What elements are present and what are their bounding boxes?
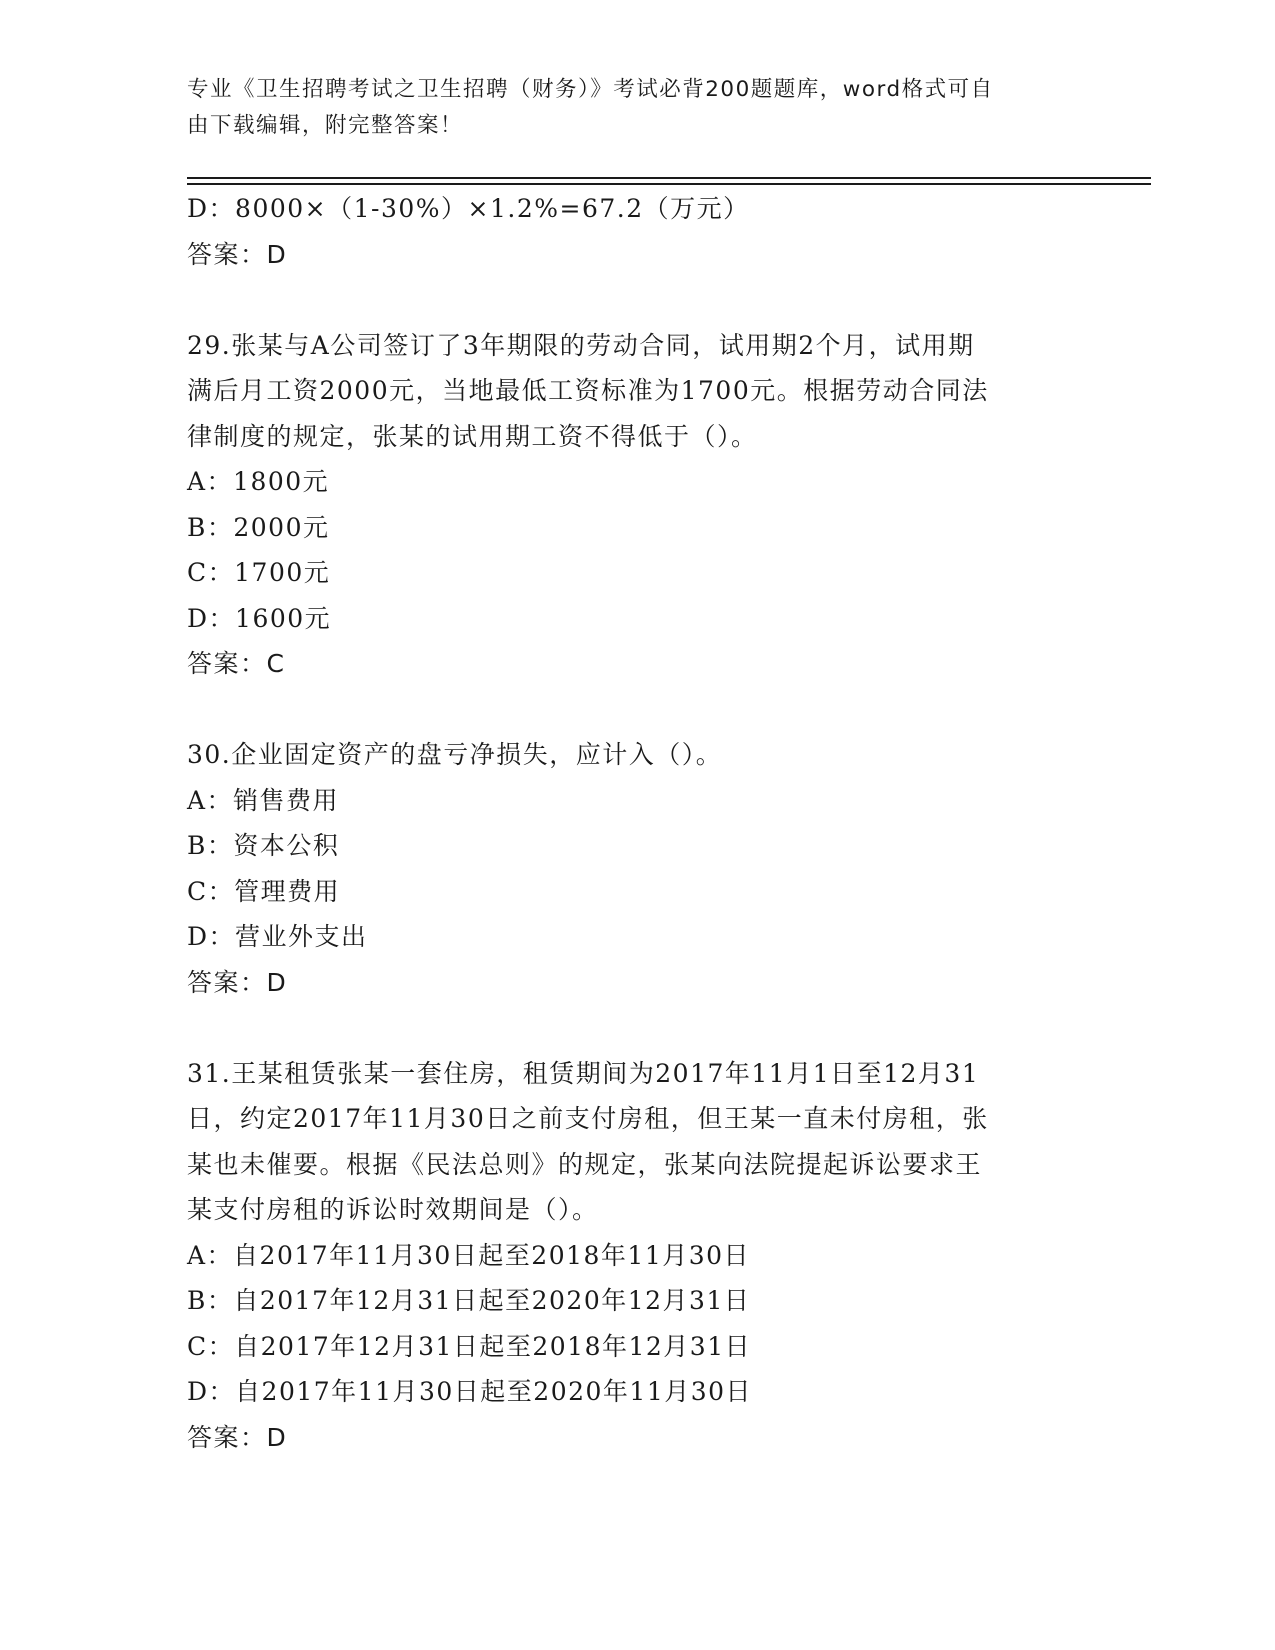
prev-question-tail [187, 186, 1087, 277]
option-a: A：销售费用 [187, 785, 340, 815]
option-a: A：1800元 [187, 467, 330, 496]
header-line-2: 由下载编辑，附完整答案！ [187, 113, 464, 138]
question-31 [187, 1051, 1087, 1461]
option-d: D：自2017年11月30日起至2020年11月30日 [187, 1377, 753, 1406]
option-b: B：2000元 [187, 512, 330, 542]
answer: 答案：C [187, 649, 286, 678]
answer: 答案：D [187, 239, 288, 269]
answer: 答案：D [187, 1422, 288, 1452]
option-c: C：1700元 [187, 558, 331, 587]
question-stem: 30.企业固定资产的盘亏净损失，应计入（）。 [187, 740, 723, 769]
question-stem: 某也未催要。根据《民法总则》的规定，张某向法院提起诉讼要求王 [187, 1149, 983, 1179]
question-stem: 满后月工资2000元，当地最低工资标准为1700元。根据劳动合同法 [187, 376, 989, 405]
option-d: D：营业外支出 [187, 922, 368, 951]
question-stem: 某支付房租的诉讼时效期间是（）。 [187, 1195, 599, 1224]
page-content [187, 186, 1087, 1460]
header-line-1: 专业《卫生招聘考试之卫生招聘（财务）》考试必背200题题库，word格式可自 [187, 77, 994, 102]
question-30 [187, 732, 1087, 1005]
question-stem: 31.王某租赁张某一套住房，租赁期间为2017年11月1日至12月31 [187, 1058, 980, 1088]
page-header [187, 72, 1087, 144]
question-29 [187, 323, 1087, 687]
header-rule-bottom [187, 183, 1151, 185]
answer: 答案：D [187, 967, 288, 997]
header-rule-top [187, 177, 1151, 179]
option-d: D：1600元 [187, 603, 332, 633]
option-c: C：管理费用 [187, 876, 341, 906]
question-stem: 日，约定2017年11月30日之前支付房租，但王某一直未付房租，张 [187, 1104, 989, 1133]
question-stem: 29.张某与A公司签订了3年期限的劳动合同，试用期2个月，试用期 [187, 330, 975, 360]
option-d: D：8000×（1-30%）×1.2%=67.2（万元） [187, 194, 750, 223]
option-c: C：自2017年12月31日起至2018年12月31日 [187, 1331, 752, 1361]
option-b: B：资本公积 [187, 831, 340, 860]
option-b: B：自2017年12月31日起至2020年12月31日 [187, 1286, 751, 1315]
question-stem: 律制度的规定，张某的试用期工资不得低于（）。 [187, 421, 758, 451]
option-a: A：自2017年11月30日起至2018年11月30日 [187, 1240, 751, 1270]
